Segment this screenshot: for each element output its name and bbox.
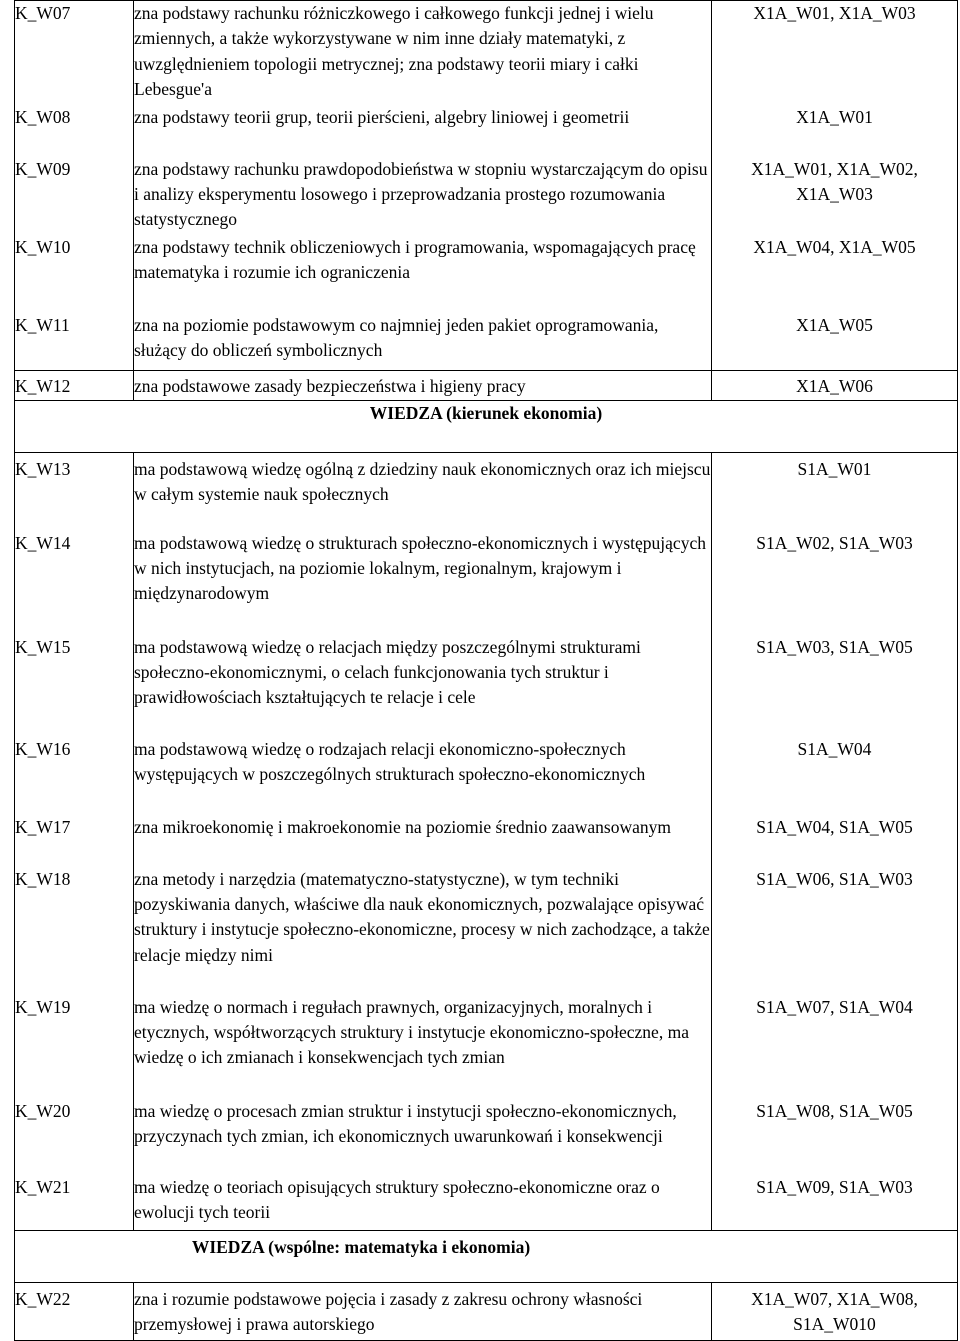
section-heading-common: WIEDZA (wspólne: matematyka i ekonomia) [191, 1237, 531, 1257]
outcome-reference: S1A_W07, S1A_W04 [712, 995, 958, 1099]
table-row [15, 1099, 958, 1175]
outcome-code: K_W11 [15, 313, 134, 371]
section-heading-row [15, 1231, 958, 1283]
table-row [15, 1283, 958, 1341]
table-row [15, 815, 958, 867]
table-row [15, 235, 958, 313]
outcome-description: ma wiedzę o normach i regułach prawnych, organizacyjnych, moralnych i etycznych, współtworzących struktury i instytucje ekonomiczno-społeczne, ma wiedzę o ich zmianach i konsekwencjach tych zmian [134, 995, 712, 1099]
outcome-code: K_W18 [15, 867, 134, 995]
table-row [15, 531, 958, 635]
learning-outcomes-table [14, 0, 958, 1341]
outcome-reference: S1A_W06, S1A_W03 [712, 867, 958, 995]
outcome-code: K_W20 [15, 1099, 134, 1175]
table-row [15, 105, 958, 157]
outcome-description: zna metody i narzędzia (matematyczno-statystyczne), w tym techniki pozyskiwania danych, właściwe dla nauk ekonomicznych, pozwalające opisywać struktury i instytucje społeczno-ekonomiczne, procesy w nich zachodzące, a także relacje między nimi [134, 867, 712, 995]
outcome-description: zna na poziomie podstawowym co najmniej jeden pakiet oprogramowania, służący do obliczeń symbolicznych [134, 313, 712, 371]
outcome-reference: X1A_W07, X1A_W08, S1A_W010 [712, 1283, 958, 1341]
outcome-reference: S1A_W01 [712, 453, 958, 531]
table-row [15, 737, 958, 815]
outcome-reference: S1A_W02, S1A_W03 [712, 531, 958, 635]
outcome-reference: S1A_W04, S1A_W05 [712, 815, 958, 867]
outcome-code: K_W07 [15, 1, 134, 105]
table-row [15, 635, 958, 737]
outcome-description: zna i rozumie podstawowe pojęcia i zasady z zakresu ochrony własności przemysłowej i prawa autorskiego [134, 1283, 712, 1341]
outcome-code: K_W13 [15, 453, 134, 531]
table-row [15, 1, 958, 105]
table-row [15, 995, 958, 1099]
table-row [15, 1175, 958, 1231]
outcome-description: zna podstawowe zasady bezpieczeństwa i higieny pracy [134, 371, 712, 401]
outcome-reference: X1A_W05 [712, 313, 958, 371]
outcome-description: ma podstawową wiedzę o relacjach między poszczególnymi strukturami społeczno-ekonomicznymi, o celach funkcjonowania tych struktur i prawidłowościach kształtujących te relacje i cele [134, 635, 712, 737]
outcome-description: ma podstawową wiedzę o rodzajach relacji ekonomiczno-społecznych występujących w poszczególnych strukturach społeczno-ekonomicznych [134, 737, 712, 815]
outcome-code: K_W12 [15, 371, 134, 401]
table-row [15, 867, 958, 995]
outcome-description: zna mikroekonomię i makroekonomie na poziomie średnio zaawansowanym [134, 815, 712, 867]
outcome-code: K_W15 [15, 635, 134, 737]
table-row [15, 371, 958, 401]
outcome-description: ma wiedzę o procesach zmian struktur i instytucji społeczno-ekonomicznych, przyczynach tych zmian, ich ekonomicznych uwarunkowań i konsekwencji [134, 1099, 712, 1175]
outcome-code: K_W16 [15, 737, 134, 815]
outcome-reference: X1A_W01, X1A_W03 [712, 1, 958, 105]
outcome-code: K_W19 [15, 995, 134, 1099]
outcome-reference: X1A_W01, X1A_W02, X1A_W03 [712, 157, 958, 235]
outcome-reference: S1A_W08, S1A_W05 [712, 1099, 958, 1175]
outcome-code: K_W22 [15, 1283, 134, 1341]
section-heading-economics: WIEDZA (kierunek ekonomia) [369, 403, 603, 423]
outcome-description: zna podstawy rachunku różniczkowego i całkowego funkcji jednej i wielu zmiennych, a także wykorzystywane w nim inne działy matematyki, z uwzględnieniem topologii metrycznej; zna podstawy teorii miary i całki Lebesgue'a [134, 1, 712, 105]
outcome-reference: S1A_W03, S1A_W05 [712, 635, 958, 737]
outcome-description: zna podstawy technik obliczeniowych i programowania, wspomagających pracę matematyka i rozumie ich ograniczenia [134, 235, 712, 313]
outcome-reference: X1A_W06 [712, 371, 958, 401]
outcome-code: K_W21 [15, 1175, 134, 1231]
section-heading-row [15, 401, 958, 453]
outcome-code: K_W08 [15, 105, 134, 157]
outcome-description: zna podstawy teorii grup, teorii pierścieni, algebry liniowej i geometrii [134, 105, 712, 157]
outcome-code: K_W10 [15, 235, 134, 313]
table-row [15, 157, 958, 235]
outcome-code: K_W09 [15, 157, 134, 235]
table-row [15, 313, 958, 371]
outcome-reference: X1A_W04, X1A_W05 [712, 235, 958, 313]
outcome-code: K_W17 [15, 815, 134, 867]
outcome-reference: S1A_W09, S1A_W03 [712, 1175, 958, 1231]
outcome-reference: X1A_W01 [712, 105, 958, 157]
outcome-description: ma wiedzę o teoriach opisujących struktury społeczno-ekonomiczne oraz o ewolucji tych teorii [134, 1175, 712, 1231]
outcome-description: ma podstawową wiedzę o strukturach społeczno-ekonomicznych i występujących w nich instytucjach, na poziomie lokalnym, regionalnym, krajowym i międzynarodowym [134, 531, 712, 635]
outcome-description: zna podstawy rachunku prawdopodobieństwa w stopniu wystarczającym do opisu i analizy eksperymentu losowego i przeprowadzania prostego rozumowania statystycznego [134, 157, 712, 235]
outcome-description: ma podstawową wiedzę ogólną z dziedziny nauk ekonomicznych oraz ich miejscu w całym systemie nauk społecznych [134, 453, 712, 531]
outcome-reference: S1A_W04 [712, 737, 958, 815]
outcome-code: K_W14 [15, 531, 134, 635]
table-row [15, 453, 958, 531]
